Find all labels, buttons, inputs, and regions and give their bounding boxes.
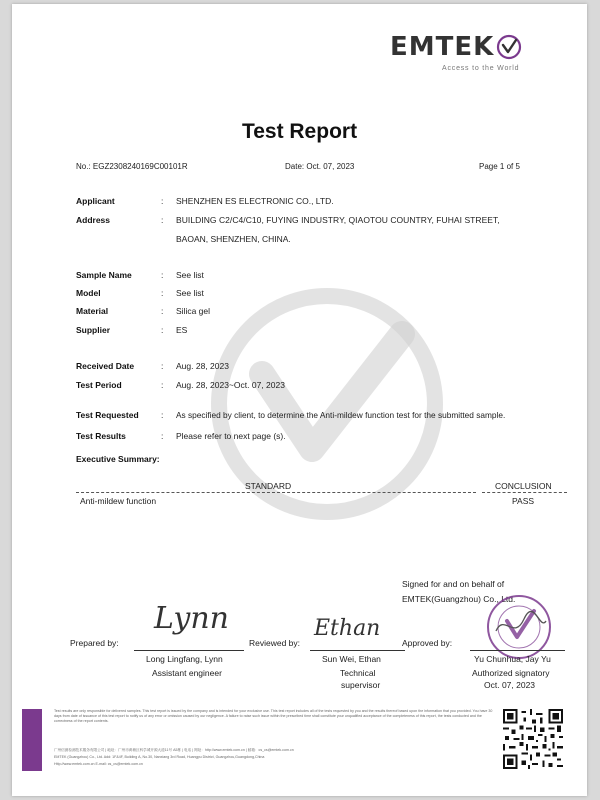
page-number: Page 1 of 5 [479,162,520,171]
brand-logo [390,30,522,64]
applicant-value: SHENZHEN ES ELECTRONIC CO., LTD. [176,196,334,206]
company-seal-icon [474,591,564,663]
approved-by-label: Approved by: [402,638,453,648]
report-date: Date: Oct. 07, 2023 [285,162,355,171]
sample-name-value: See list [176,270,204,280]
colon: : [161,380,164,390]
approved-title: Authorized signatory [472,668,550,678]
sample-name-label: Sample Name [76,270,132,280]
footer-disclaimer: Test results are only responsible for delivered samples. This test report is issued by the company and is intended for your exclusive use. This test report includes all of the tests requested by you and the results thereof based upon the information that you provided. You have 30 days from date of issuance of this test report to notify us of any error or omission caused by our negligence. A failure to raise such issue within the prescribed time shall constitute your unqualified acceptance of the completeness of this report, the tests conducted and the correctness of the report contents. [54,709,493,723]
test-period-label: Test Period [76,380,122,390]
test-requested-label: Test Requested [76,410,139,420]
footer-web: Http://www.emtek.com.cn E-mail: cs_cs@emtek.com.cn [54,762,143,766]
brand-tagline: Access to the World [442,65,520,72]
reviewed-signature: Ethan [314,616,381,641]
test-period-value: Aug. 28, 2023~Oct. 07, 2023 [176,380,285,390]
signature-line [134,650,244,651]
address-label: Address [76,215,111,225]
behalf-line1: Signed for and on behalf of [402,579,505,589]
reviewed-by-label: Reviewed by: [249,638,301,648]
applicant-label: Applicant [76,196,115,206]
reviewed-name: Sun Wei, Ethan [322,654,381,664]
summary-col-conclusion: CONCLUSION [495,481,552,491]
colon: : [161,361,164,371]
footer-accent-bar [22,709,42,771]
approved-date: Oct. 07, 2023 [484,680,536,690]
colon: : [161,196,164,206]
prepared-name: Long Lingfang, Lynn [146,654,223,664]
brand-name: EMTEK [390,32,495,62]
colon: : [161,410,164,420]
behalf-line2: EMTEK(Guangzhou) Co., Ltd. [402,594,516,604]
model-label: Model [76,288,101,298]
prepared-by-label: Prepared by: [70,638,119,648]
summary-rule [482,492,567,493]
model-value: See list [176,288,204,298]
report-page [12,4,587,796]
report-number: No.: EGZ2308240169C00101R [76,162,188,171]
material-label: Material [76,306,109,316]
supplier-label: Supplier [76,325,111,335]
approved-name: Yu Chunhua, Jay Yu [474,654,551,664]
supplier-value: ES [176,325,188,335]
received-date-label: Received Date [76,361,135,371]
colon: : [161,431,164,441]
colon: : [161,325,164,335]
reviewed-title-line1: Technical [340,668,376,678]
material-value: Silica gel [176,306,211,316]
test-results-value: Please refer to next page (s). [176,431,286,441]
summary-row-conclusion: PASS [512,496,535,506]
test-requested-value: As specified by client, to determine the Anti-mildew function test for the submitted sample. [176,410,506,420]
address-value-line2: BAOAN, SHENZHEN, CHINA. [176,234,291,244]
page-title: Test Report [241,120,358,143]
brand-check-icon [496,34,522,60]
footer-address-en: EMTEK (Guangzhou) Co., Ltd. Add: 1F&4F, Building A, No.30, Nanxiang 3rd Road, Huangpu District, Guangzhou,Guangdong,China [54,755,265,759]
colon: : [161,215,164,225]
qr-code-icon [503,709,563,769]
address-value-line1: BUILDING C2/C4/C10, FUYING INDUSTRY, QIAOTOU COUNTRY, FUHAI STREET, [176,215,500,225]
footer-address-cn: 广州信测检测技术服务有限公司 | 地址：广州市黄埔区科学城开源大道11号 A5栋 | 电话 | 网址：http://www.emtek.com.cn | 邮箱：cs_cs@emtek.com.cn [54,748,294,752]
summary-rule [76,492,476,493]
colon: : [161,270,164,280]
colon: : [161,288,164,298]
prepared-title: Assistant engineer [152,668,222,678]
prepared-signature: Lynn [154,601,229,636]
received-date-value: Aug. 28, 2023 [176,361,229,371]
summary-row-standard: Anti-mildew function [80,496,157,506]
summary-col-standard: STANDARD [245,481,292,491]
test-results-label: Test Results [76,431,126,441]
colon: : [161,306,164,316]
signature-line [470,650,565,651]
reviewed-title-line2: supervisor [341,680,381,690]
signature-line [310,650,405,651]
executive-summary-heading: Executive Summary: [76,454,160,464]
